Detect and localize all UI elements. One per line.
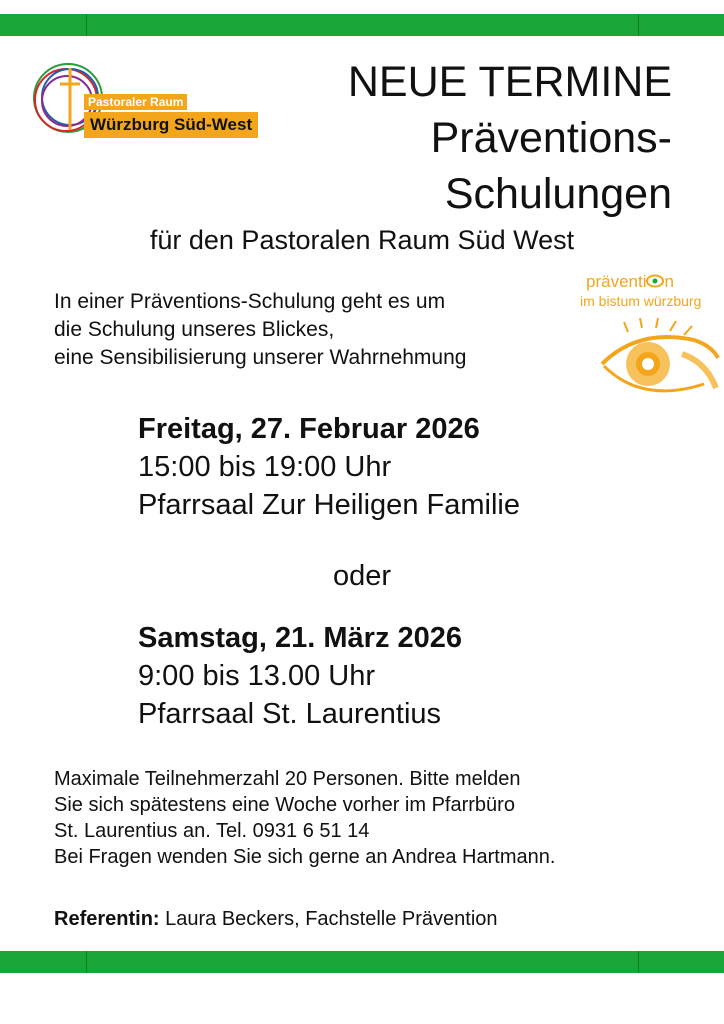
headline-line-1: NEUE TERMINE xyxy=(347,58,672,106)
intro-line: die Schulung unseres Blickes, xyxy=(54,318,335,341)
eye-icon xyxy=(598,318,720,404)
prevention-logo-suffix: n xyxy=(664,272,674,291)
logo-line-2: Würzburg Süd-West xyxy=(84,112,258,138)
prevention-logo-bottom: im bistum würzburg xyxy=(580,293,702,309)
intro-line: eine Sensibilisierung unserer Wahrnehmung xyxy=(54,346,467,369)
prevention-logo xyxy=(580,270,716,314)
eye-small-icon xyxy=(646,274,664,288)
event-time: 15:00 bis 19:00 Uhr xyxy=(138,451,392,483)
prevention-logo-top xyxy=(586,272,674,292)
registration-info xyxy=(54,766,555,870)
logo-line-1: Pastoraler Raum xyxy=(84,94,187,110)
info-line: Bei Fragen wenden Sie sich gerne an Andrea Hartmann. xyxy=(54,846,556,868)
intro-line: In einer Präventions-Schulung geht es um xyxy=(54,290,446,313)
referent-label: Referentin: xyxy=(54,908,160,930)
event-1 xyxy=(138,410,520,524)
event-time: 9:00 bis 13.00 Uhr xyxy=(138,660,375,692)
event-place: Pfarrsaal Zur Heiligen Familie xyxy=(138,489,520,521)
bar-separator xyxy=(86,14,87,36)
pastoral-area-logo xyxy=(30,58,270,142)
bottom-green-bar xyxy=(0,951,724,973)
bar-separator xyxy=(638,14,639,36)
info-line: St. Laurentius an. Tel. 0931 6 51 14 xyxy=(54,820,370,842)
info-line: Maximale Teilnehmerzahl 20 Personen. Bitte melden xyxy=(54,768,521,790)
referent-value: Laura Beckers, Fachstelle Prävention xyxy=(159,908,498,930)
subtitle: für den Pastoralen Raum Süd West xyxy=(149,225,575,255)
or-separator: oder xyxy=(332,560,392,592)
headline-line-2: Präventions- xyxy=(430,114,672,162)
info-line: Sie sich spätestens eine Woche vorher im Pfarrbüro xyxy=(54,794,515,816)
event-date: Samstag, 21. März 2026 xyxy=(138,622,463,654)
top-green-bar xyxy=(0,14,724,36)
bar-separator xyxy=(638,951,639,973)
intro-text xyxy=(54,288,466,372)
referent-line xyxy=(54,906,498,932)
bar-separator xyxy=(86,951,87,973)
event-date: Freitag, 27. Februar 2026 xyxy=(138,413,480,445)
headline xyxy=(348,54,672,222)
prevention-logo-word: präventi xyxy=(586,272,647,291)
headline-line-3: Schulungen xyxy=(444,170,672,218)
event-place: Pfarrsaal St. Laurentius xyxy=(138,698,442,730)
event-2 xyxy=(138,619,462,733)
